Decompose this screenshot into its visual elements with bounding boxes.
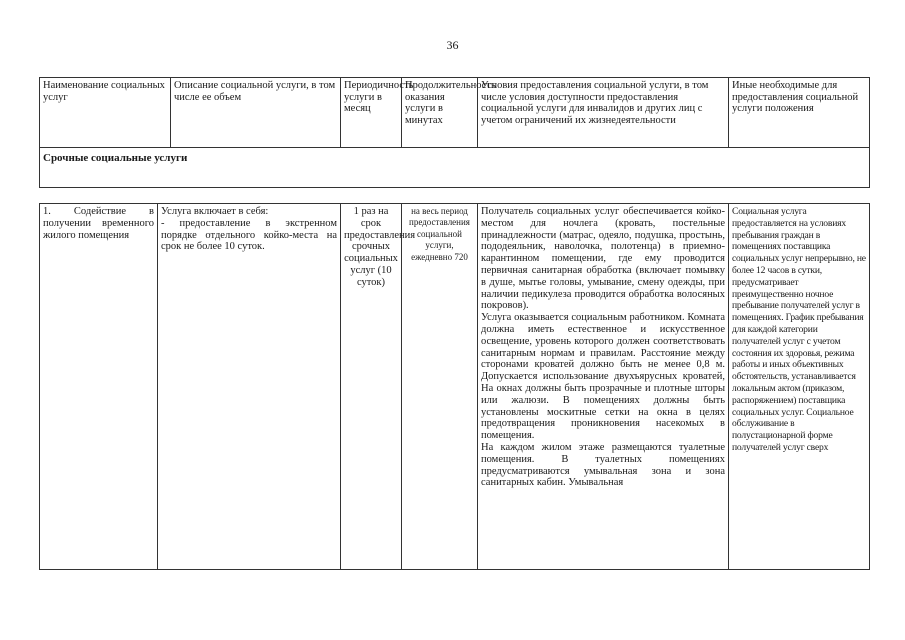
conditions-cell — [478, 204, 729, 570]
header-row — [40, 78, 870, 148]
table-row — [40, 204, 870, 570]
service-description-cell — [158, 204, 341, 570]
duration-cell: на весь период предоставления социальной услуги, ежедневно 720 — [402, 204, 478, 570]
other-provisions-cell: Социальная услуга предоставляется на условиях пребывания граждан в помещениях поставщика социальных услуг непрерывно, не более 12 часов в сутки, предусматривает преимущественно ночное пребывание получателей услуг в помещениях. График пребывания для каждой категории получателей услуг с учетом состояния их здоровья, режима работы и иных объективных обстоятельств, устанавливается локальным актом (приказом, распоряжением) поставщика социальных услуг. Социальное обслуживание в полустационарной форме получателей услуг сверх — [729, 204, 870, 570]
column-header-name: Наименование социальных услуг — [40, 78, 171, 148]
conditions-paragraph-1: Получатель социальных услуг обеспечивается койко-местом для ночлега (кровать, постельные принадлежности (матрас, одеяло, подушка, простынь, пододеяльник, наволочка, полотенца) в приемно-карантинном помещении, где ему проводится первичная санитарная обработка (включает помывку в душе, мытье головы, умывание, смену одежды, при наличии педикулеза проводится обработка волосяных покровов). — [481, 206, 725, 312]
column-header-other: Иные необходимые для предоставления социальной услуги положения — [729, 78, 870, 148]
description-intro: Услуга включает в себя: — [161, 206, 269, 217]
column-header-duration: Продолжительность оказания услуги в минутах — [402, 78, 478, 148]
conditions-paragraph-2: Услуга оказывается социальным работником. Комната должна иметь естественное и искусственное освещение, уровень которого должен соответствовать санитарным нормам и правилам. Расстояние между сторонами кроватей должно быть не менее 0,8 м. Допускается использование двухъярусных кроватей, На окнах должны быть прозрачные и плотные шторы или жалюзи. В помещениях должны быть установлены москитные сетки на окна в целях предотвращения проникновения насекомых в помещения. — [481, 312, 725, 442]
column-header-conditions: Условия предоставления социальной услуги, в том числе условия доступности предоставления социальной услуги для инвалидов и других лиц с учетом ограничений их жизнедеятельности — [478, 78, 729, 148]
page-number: 36 — [446, 38, 459, 52]
conditions-paragraph-3: На каждом жилом этаже размещаются туалетные помещения. В туалетных помещениях предусматриваются умывальная зона и зона санитарных кабин. Умывальная — [481, 441, 725, 489]
column-header-description: Описание социальной услуги, в том числе ее объем — [171, 78, 341, 148]
periodicity-cell: 1 раз на срок предоставления срочных социальных услуг (10 суток) — [341, 204, 402, 570]
table-body — [39, 203, 870, 570]
section-title: Срочные социальные услуги — [40, 148, 870, 188]
section-row — [40, 148, 870, 188]
table-header — [39, 77, 870, 188]
description-item: - предоставление в экстренном порядке отдельного койко-места на срок не более 10 суток. — [161, 217, 337, 253]
service-name-cell: 1. Содействие в получении временного жилого помещения — [40, 204, 158, 570]
column-header-periodicity: Периодичность услуги в месяц — [341, 78, 402, 148]
